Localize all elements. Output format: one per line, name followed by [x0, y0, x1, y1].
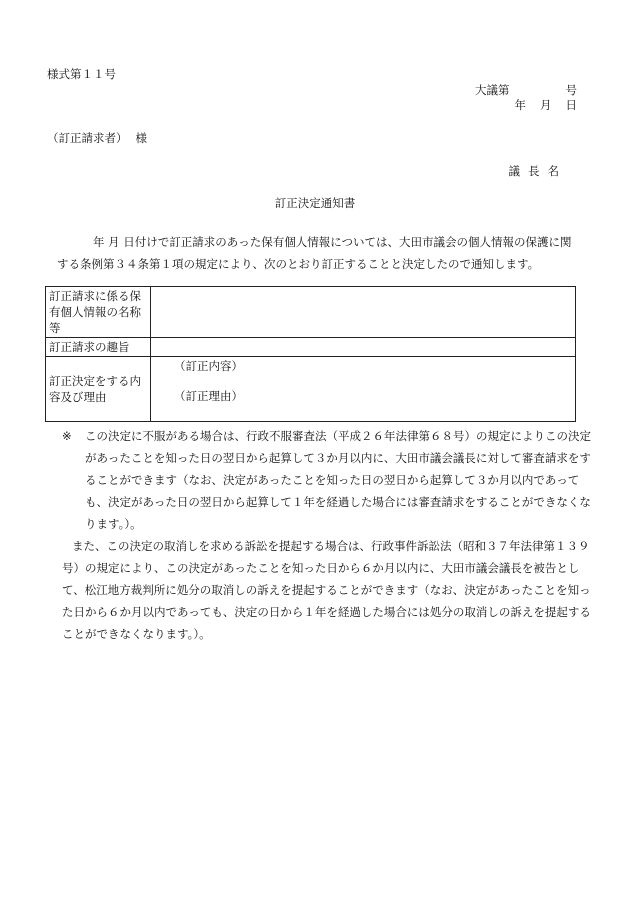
recipient-honorific: 様	[135, 131, 147, 145]
document-title: 訂正決定通知書	[274, 196, 356, 210]
date-year: 年	[514, 98, 526, 112]
form-number: 様式第１１号	[47, 67, 116, 81]
correction-reason-label: （訂正理由）	[174, 389, 243, 403]
document-number	[475, 82, 577, 98]
document-date	[515, 97, 578, 113]
table-row	[46, 338, 576, 357]
note-appeal	[62, 425, 592, 535]
row-label-request-purpose: 訂正請求の趣旨	[46, 338, 151, 357]
note-mark: ※	[62, 429, 72, 443]
document-number-suffix: 号	[565, 83, 577, 97]
row-value-record-name	[151, 287, 576, 338]
recipient-name: （訂正請求者）	[47, 131, 128, 145]
date-day: 日	[565, 98, 577, 112]
note-appeal-text: この決定に不服がある場合は、行政不服審査法（平成２６年法律第６８号）の規定によりこの決定があったことを知った日の翌日から起算して３か月以内に、大田市議会議長に対して審査請求をすることができます（なお、決定があったことを知った日の翌日から起算して３か月以内であっても、決定があった日の翌日から起算して１年を経過した場合には審査請求をすることができなくなります。）。	[85, 429, 591, 531]
table-row	[46, 287, 576, 338]
table-row	[46, 357, 576, 422]
body-paragraph: 年 月 日付けで訂正請求のあった保有個人情報については、大田市議会の個人情報の保護に関する条例第３４条第１項の規定により、次のとおり訂正することと決定したので通知します。	[57, 235, 572, 271]
recipient	[47, 130, 147, 146]
info-table	[45, 286, 576, 422]
correction-content-label: （訂正内容）	[174, 359, 243, 373]
body-text	[57, 231, 582, 275]
row-label-decision: 訂正決定をする内容及び理由	[46, 357, 151, 422]
row-value-request-purpose	[151, 338, 576, 357]
note-lawsuit: また、この決定の取消しを求める訴訟を提起する場合は、行政事件訴訟法（昭和３７年法律第１３９号）の規定により、この決定があったことを知った日から６か月以内に、大田市議会議長を被告として、松江地方裁判所に処分の取消しの訴えを提起することができます（なお、決定があったことを知った日から６か月以内であっても、決定の日から１年を経過した場合には処分の取消しの訴えを提起することができなくなります。）。	[62, 539, 591, 641]
date-month: 月	[540, 98, 552, 112]
row-label-record-name: 訂正請求に係る保有個人情報の名称等	[46, 287, 151, 338]
row-value-decision	[151, 357, 576, 422]
notes	[62, 425, 592, 645]
sender-name: 議長名	[508, 164, 567, 178]
document-number-prefix: 大議第	[475, 83, 510, 97]
